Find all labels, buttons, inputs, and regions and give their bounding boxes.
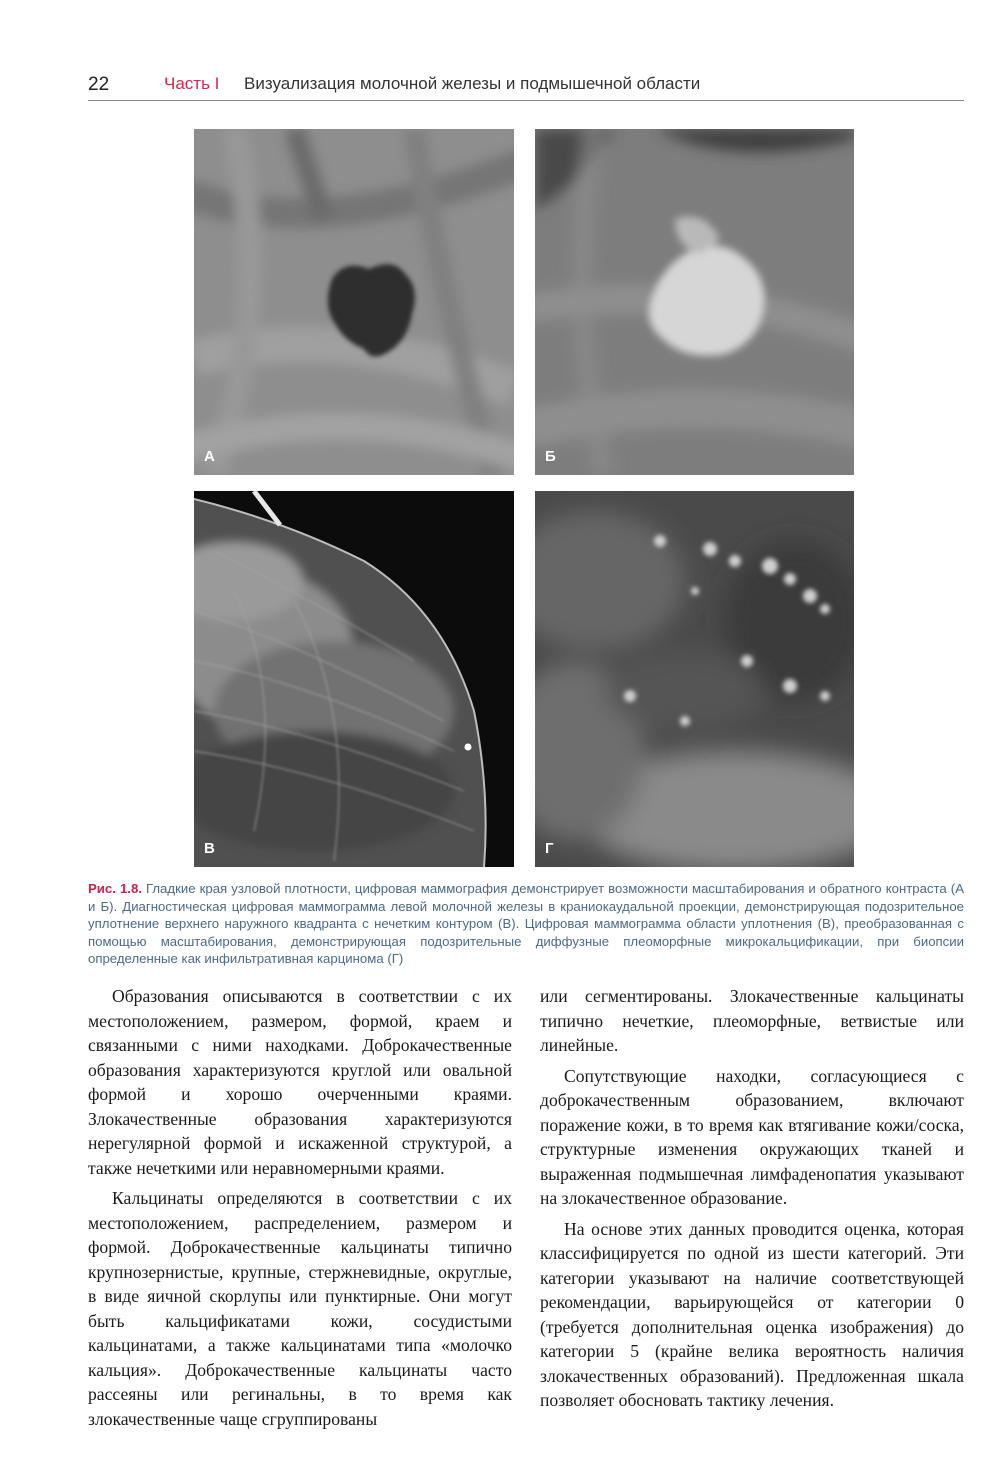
figure-label-g: Г: [545, 840, 554, 857]
body-column-left: [88, 984, 512, 1431]
mammogram-microcalcifications-icon: [535, 491, 854, 867]
part-label: Часть I: [164, 74, 220, 93]
paragraph: Сопутствующие находки, согласующиеся с доброкачественным образованием, включают поражение кожи, в то время как втягивание кожи/соска, структурные изменения окружающих тканей и выраженная подмышечная лимфаденопатия указывают на злокачественное образование.: [540, 1065, 964, 1208]
body-column-right: [540, 984, 964, 1413]
figure-a: [194, 129, 514, 475]
page-number: 22: [88, 74, 110, 95]
figure-label-v: В: [204, 840, 215, 857]
mammogram-mass-dark-icon: [194, 129, 514, 475]
caption-text: Гладкие края узловой плотности, цифровая маммография демонстрирует возможности масштабирования и обратного контраста (А и Б). Диагностическая цифровая маммограмма левой молочной железы в краниокаудальной проекции, демонстрирующая подозрительное уплотнение верхнего наружного квадранта с нечетким контуром (В). Цифровая маммограмма области уплотнения (В), преобразованная с помощью масштабирования, демонстрирующая подозрительные диффузные плеоморфные микрокальцификации, при биопсии определенные как инфильтративная карцинома (Г): [88, 881, 964, 966]
figure-b: [535, 129, 854, 475]
mammogram-mass-bright-icon: [535, 129, 854, 475]
paragraph: или сегментированы. Злокачественные кальцинаты типично нечеткие, плеоморфные, ветвистые или линейные.: [540, 986, 964, 1055]
paragraph: На основе этих данных проводится оценка, которая классифицируется по одной из шести категорий. Эти категории указывают на наличие соответствующей рекомендации, варьирующейся от категории 0 (требуется дополнительная оценка изображения) до категории 5 (крайне велика вероятность наличия злокачественных образований). Предложенная шкала позволяет обосновать тактику лечения.: [540, 1218, 964, 1410]
running-title: Визуализация молочной железы и подмышечной области: [244, 74, 701, 93]
paragraph: Кальцинаты определяются в соответствии с их местоположением, распределением, размером и формой. Доброкачественные кальцинаты типично крупнозернистые, крупные, стержневидные, округлые, в виде яичной скорлупы или пунктирные. Они могут быть кальцификатами кожи, сосудистыми кальцинатами, а также кальцинатами типа «молочко кальция». Доброкачественные кальцинаты часто рассеяны или регинальны, в то время как злокачественные чаще сгруппированы: [88, 1188, 512, 1429]
header-rule: [88, 100, 964, 101]
running-header: [88, 72, 964, 102]
caption-label: Рис. 1.8.: [88, 881, 142, 896]
figure-label-b: Б: [545, 448, 556, 465]
figure-label-a: А: [204, 448, 215, 465]
figure-v: [194, 491, 514, 867]
mammogram-breast-cc-icon: [194, 491, 514, 867]
paragraph: Образования описываются в соответствии с их местоположением, размером, формой, краем и связанными с ними находками. Доброкачественные образования характеризуются круглой или овальной формой и хорошо очерченными краями. Злокачественные образования характеризуются нерегулярной формой и искаженной структурой, а также нечеткими или неравномерными краями.: [88, 986, 512, 1178]
figure-g: [535, 491, 854, 867]
figure-caption: [88, 880, 964, 968]
